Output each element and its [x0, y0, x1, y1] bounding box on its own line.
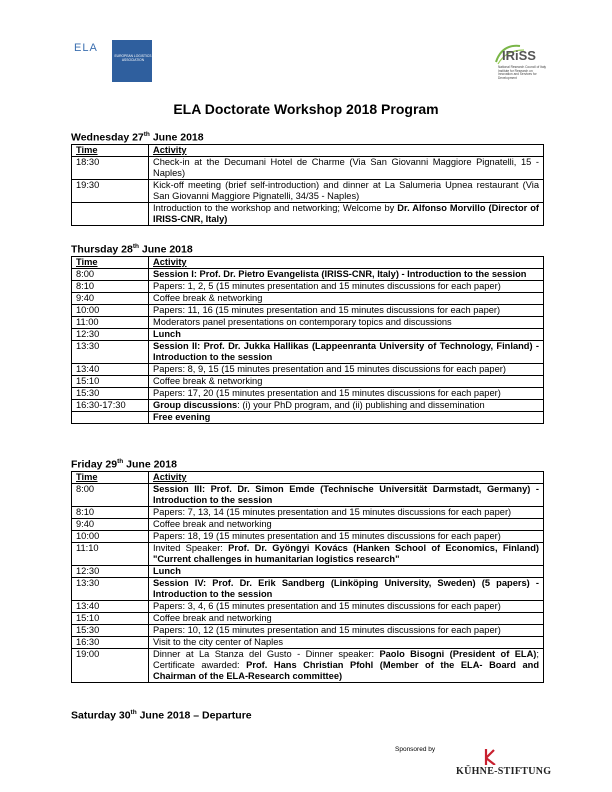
saturday-departure: Saturday 30th June 2018 – Departure	[71, 709, 252, 722]
row-time: 15:30	[72, 625, 149, 637]
kuehne-logo-icon	[483, 749, 497, 765]
row-time: 15:10	[72, 613, 149, 625]
ela-logo-subtitle: EUROPEAN LOGISTICS ASSOCIATION	[114, 54, 152, 63]
schedule-table-wednesday	[71, 144, 544, 226]
column-header-activity: Activity	[149, 145, 544, 157]
sponsor-label: Sponsored by	[395, 746, 436, 753]
activity-text: Coffee break and networking	[153, 519, 272, 529]
table-row	[72, 157, 544, 180]
row-activity	[149, 157, 544, 180]
row-activity	[149, 341, 544, 364]
activity-bold: Paolo Bisogni (President of ELA)	[379, 649, 537, 659]
day-heading-thursday: Thursday 28th June 2018	[71, 243, 193, 256]
row-time: 9:40	[72, 293, 149, 305]
row-activity	[149, 519, 544, 531]
activity-bold: Session I: Prof. Dr. Pietro Evangelista (IRISS-CNR, Italy) - Introduction to the session	[153, 269, 527, 279]
activity-text: Coffee break & networking	[153, 376, 263, 386]
row-time: 15:30	[72, 388, 149, 400]
document-title: ELA Doctorate Workshop 2018 Program	[173, 101, 439, 117]
table-row	[72, 531, 544, 543]
row-activity	[149, 388, 544, 400]
row-time: 13:30	[72, 578, 149, 601]
ela-logo	[74, 40, 152, 82]
table-header-row	[72, 257, 544, 269]
table-row	[72, 613, 544, 625]
row-time: 10:00	[72, 531, 149, 543]
day-heading-wednesday: Wednesday 27th June 2018	[71, 131, 204, 144]
table-row	[72, 625, 544, 637]
activity-text: Papers: 10, 12 (15 minutes presentation and 15 minutes discussions for each paper)	[153, 625, 501, 635]
irss-logo	[490, 42, 546, 82]
table-row	[72, 519, 544, 531]
row-activity	[149, 531, 544, 543]
row-time: 18:30	[72, 157, 149, 180]
schedule-table-friday	[71, 471, 544, 683]
row-time: 13:30	[72, 341, 149, 364]
activity-text: Papers: 11, 16 (15 minutes presentation and 15 minutes discussions for each paper)	[153, 305, 501, 315]
row-time: 13:40	[72, 364, 149, 376]
row-activity	[149, 625, 544, 637]
column-header-time: Time	[72, 472, 149, 484]
activity-text: Coffee break and networking	[153, 613, 272, 623]
table-row	[72, 317, 544, 329]
activity-after: ; Certificate awarded:	[153, 649, 539, 670]
irss-logo-name: IRiSS	[502, 48, 536, 63]
table-row	[72, 341, 544, 364]
table-row	[72, 305, 544, 317]
row-activity	[149, 281, 544, 293]
table-row	[72, 601, 544, 613]
row-time: 8:00	[72, 269, 149, 281]
row-activity	[149, 269, 544, 281]
row-activity	[149, 293, 544, 305]
row-activity	[149, 578, 544, 601]
activity-bold: Prof. Dr. Gyöngyi Kovács (Hanken School of Economics, Finland) "Current challenges in humanitarian logistics research"	[153, 543, 539, 564]
table-row	[72, 566, 544, 578]
activity-bold: Dr. Alfonso Morvillo (Director of IRISS-CNR, Italy)	[153, 203, 539, 224]
activity-bold-pre: Introduction to the workshop and networking; Welcome by	[153, 203, 398, 213]
row-activity	[149, 305, 544, 317]
row-time: 13:40	[72, 601, 149, 613]
row-activity	[149, 543, 544, 566]
activity-bold-pre: Dinner at La Stanza del Gusto - Dinner speaker:	[153, 649, 380, 659]
table-header-row	[72, 145, 544, 157]
row-activity	[149, 400, 544, 412]
row-time	[72, 203, 149, 226]
row-activity	[149, 637, 544, 649]
row-activity	[149, 484, 544, 507]
row-activity	[149, 376, 544, 388]
row-activity	[149, 317, 544, 329]
row-time	[72, 412, 149, 424]
column-header-time: Time	[72, 145, 149, 157]
row-time: 12:30	[72, 329, 149, 341]
row-activity	[149, 412, 544, 424]
activity-text: Check-in at the Decumani Hotel de Charme (Via San Giovanni Maggiore Pignatelli, 15 - Naples)	[153, 157, 539, 178]
ela-logo-mark: ELA	[74, 42, 98, 54]
row-time: 19:00	[72, 649, 149, 683]
activity-text: Visit to the city center of Naples	[153, 637, 284, 647]
row-time: 8:10	[72, 281, 149, 293]
row-time: 15:10	[72, 376, 149, 388]
activity-bold: Session II: Prof. Dr. Jukka Hallikas (Lappeenranta University of Technology, Finland) - Introduction to the session	[153, 341, 539, 362]
row-time: 12:30	[72, 566, 149, 578]
table-row	[72, 649, 544, 683]
sponsor-name: KÜHNE-STIFTUNG	[456, 766, 552, 777]
table-row	[72, 412, 544, 424]
activity-bold: Group discussions	[153, 400, 238, 410]
column-header-activity: Activity	[149, 472, 544, 484]
row-activity	[149, 613, 544, 625]
activity-text: Coffee break & networking	[153, 293, 263, 303]
row-activity	[149, 364, 544, 376]
row-time: 11:10	[72, 543, 149, 566]
activity-text: Moderators panel presentations on contemporary topics and discussions	[153, 317, 452, 327]
row-activity	[149, 180, 544, 203]
activity-bold: Free evening	[153, 412, 211, 422]
table-row	[72, 376, 544, 388]
table-row	[72, 364, 544, 376]
table-row	[72, 543, 544, 566]
activity-bold: Lunch	[153, 329, 181, 339]
row-activity	[149, 649, 544, 683]
day-heading-friday: Friday 29th June 2018	[71, 458, 177, 471]
row-activity	[149, 329, 544, 341]
irss-logo-subtitle: National Research Council of Italy Institute for Research on Innovation and Services for Development	[498, 65, 547, 80]
row-time: 16:30-17:30	[72, 400, 149, 412]
activity-text: Papers: 18, 19 (15 minutes presentation and 15 minutes discussions for each paper)	[153, 531, 501, 541]
activity-bold-pre: Invited Speaker:	[153, 543, 229, 553]
table-row	[72, 484, 544, 507]
table-row	[72, 180, 544, 203]
row-time: 19:30	[72, 180, 149, 203]
activity-text: Papers: 7, 13, 14 (15 minutes presentation and 15 minutes discussions for each paper)	[153, 507, 512, 517]
row-time: 10:00	[72, 305, 149, 317]
table-row	[72, 329, 544, 341]
activity-text: Papers: 8, 9, 15 (15 minutes presentation and 15 minutes discussions for each paper)	[153, 364, 506, 374]
column-header-activity: Activity	[149, 257, 544, 269]
schedule-table-thursday	[71, 256, 544, 424]
table-row	[72, 293, 544, 305]
table-row	[72, 388, 544, 400]
row-activity	[149, 203, 544, 226]
table-row	[72, 578, 544, 601]
activity-bold: Session IV: Prof. Dr. Erik Sandberg (Linköping University, Sweden) (5 papers) - Introduction to the session	[153, 578, 539, 599]
row-time: 8:00	[72, 484, 149, 507]
row-activity	[149, 601, 544, 613]
activity-text: Papers: 3, 4, 6 (15 minutes presentation and 15 minutes discussions for each paper)	[153, 601, 501, 611]
table-row	[72, 507, 544, 519]
column-header-time: Time	[72, 257, 149, 269]
activity-text: Papers: 1, 2, 5 (15 minutes presentation and 15 minutes discussions for each paper)	[153, 281, 501, 291]
activity-bold: Lunch	[153, 566, 181, 576]
table-row	[72, 400, 544, 412]
row-activity	[149, 507, 544, 519]
row-activity	[149, 566, 544, 578]
activity-bold: Session III: Prof. Dr. Simon Emde (Technische Universität Darmstadt, Germany) - Introduction to the session	[153, 484, 539, 505]
table-row	[72, 269, 544, 281]
row-time: 11:00	[72, 317, 149, 329]
activity-text: Kick-off meeting (brief self-introduction) and dinner at La Salumeria Upnea restaurant (Via San Giovanni Maggiore Pignatelli, 34/35 - Naples)	[153, 180, 539, 201]
activity-after: : (i) your PhD program, and (ii) publishing and dissemination	[237, 400, 485, 410]
row-time: 8:10	[72, 507, 149, 519]
row-time: 9:40	[72, 519, 149, 531]
table-row	[72, 281, 544, 293]
table-row	[72, 203, 544, 226]
table-row	[72, 637, 544, 649]
row-time: 16:30	[72, 637, 149, 649]
table-header-row	[72, 472, 544, 484]
activity-text: Papers: 17, 20 (15 minutes presentation and 15 minutes discussions for each paper)	[153, 388, 501, 398]
activity-bold2: Prof. Hans Christian Pfohl (Member of the ELA- Board and Chairman of the ELA-Research committee)	[153, 660, 539, 681]
